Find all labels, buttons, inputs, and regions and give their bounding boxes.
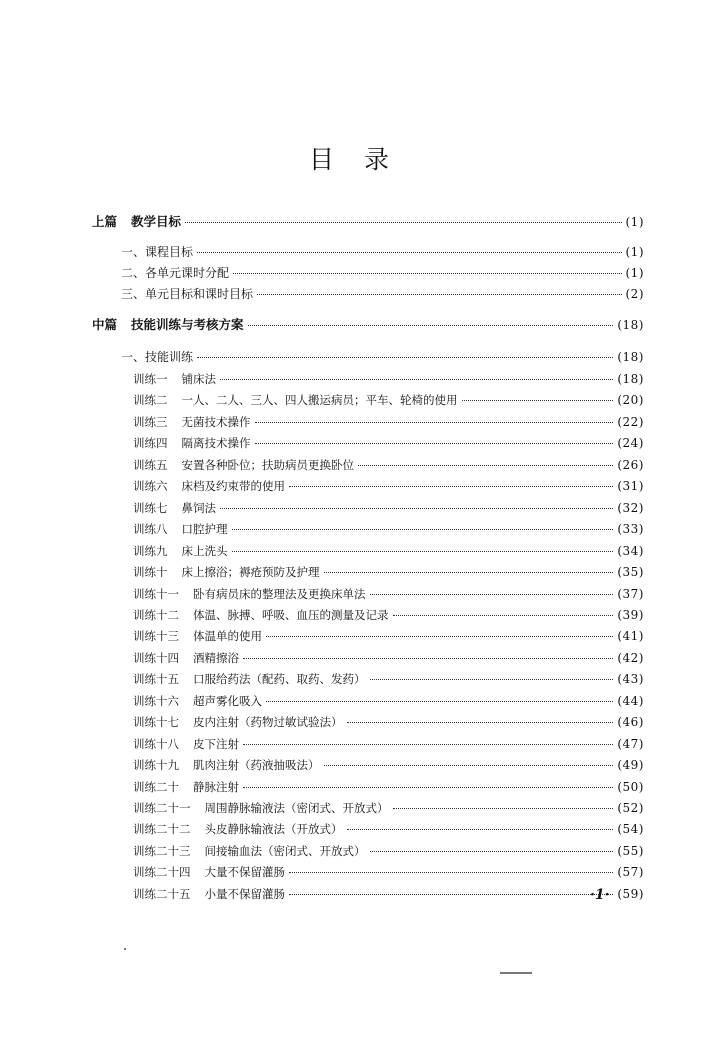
leader-dots [243, 658, 613, 659]
training-item [133, 649, 644, 667]
training-code: 训练八 [133, 522, 168, 537]
training-item [133, 885, 644, 903]
leader-dots [266, 636, 613, 637]
training-code: 训练十四 [133, 650, 179, 665]
training-code: 训练十二 [133, 607, 179, 622]
page-title: 目录 [308, 145, 419, 174]
leader-dots [197, 252, 621, 253]
leader-dots [370, 679, 614, 680]
training-item [133, 842, 644, 860]
training-label: 床档及约束带的使用 [181, 479, 285, 494]
training-item [133, 713, 644, 731]
training-code: 训练十六 [133, 693, 179, 708]
leader-dots [248, 325, 614, 326]
training-code: 训练十八 [133, 736, 179, 751]
scan-speck [500, 972, 532, 974]
training-label: 体温、脉搏、呼吸、血压的测量及记录 [193, 607, 389, 622]
page-number: (1) [625, 266, 644, 280]
training-code: 训练七 [133, 500, 168, 515]
training-label: 超声雾化吸入 [193, 693, 262, 708]
training-code: 训练二十 [133, 779, 179, 794]
training-item [133, 456, 644, 474]
page-number: (18) [617, 350, 644, 364]
leader-dots [289, 486, 613, 487]
training-item [133, 520, 644, 538]
training-code: 训练一 [133, 372, 168, 386]
subsection-label: 一、课程目标 [121, 245, 194, 259]
training-label: 床上洗头 [181, 543, 228, 558]
training-label: 间接输血法（密闭式、开放式） [204, 843, 366, 858]
page-number: (43) [617, 672, 644, 687]
leader-dots [255, 422, 614, 423]
training-item [133, 434, 644, 452]
leader-dots [358, 465, 613, 466]
training-code: 训练二十二 [133, 822, 191, 837]
page-number: (42) [617, 650, 644, 665]
toc-subsection [121, 264, 644, 282]
training-code: 训练十一 [133, 586, 179, 601]
training-item [133, 799, 644, 817]
page-number: (20) [617, 393, 644, 408]
page-number: (55) [617, 843, 644, 858]
training-code: 训练十三 [133, 629, 179, 644]
training-code: 训练五 [133, 457, 168, 472]
subsection-label: 三、单元目标和课时目标 [121, 287, 254, 301]
training-item [133, 670, 644, 688]
training-code: 训练二十五 [133, 886, 191, 901]
section-label: 教学目标 [131, 214, 182, 229]
training-label: 头皮静脉输液法（开放式） [204, 822, 343, 837]
leader-dots [370, 594, 614, 595]
training-label: 周围静脉输液法（密闭式、开放式） [204, 801, 389, 815]
training-label: 皮下注射 [193, 736, 239, 751]
page-number: (34) [617, 543, 644, 558]
training-code: 训练九 [133, 543, 168, 558]
training-code: 训练二十三 [133, 843, 191, 858]
page-number: (24) [617, 436, 644, 451]
leader-dots [232, 551, 614, 552]
page-number: (26) [617, 457, 644, 472]
page-number: (39) [617, 607, 644, 622]
toc-subsection [121, 243, 644, 261]
page-number: (32) [617, 500, 644, 515]
section-label: 技能训练与考核方案 [131, 317, 244, 332]
training-code: 训练十九 [133, 758, 179, 773]
leader-dots [185, 222, 621, 223]
toc-subsection [121, 348, 644, 366]
leader-dots [289, 894, 613, 895]
training-label: 铺床法 [181, 372, 216, 386]
page-number: (18) [617, 318, 644, 332]
leader-dots [232, 529, 614, 530]
leader-dots [255, 443, 614, 444]
leader-dots [324, 765, 614, 766]
training-code: 训练十七 [133, 715, 179, 730]
leader-dots [393, 808, 614, 809]
training-label: 体温单的使用 [193, 629, 262, 644]
training-item [133, 370, 644, 388]
leader-dots [243, 787, 613, 788]
training-code: 训练三 [133, 414, 168, 429]
training-label: 口服给药法（配药、取药、发药） [193, 672, 366, 687]
leader-dots [233, 273, 621, 274]
leader-dots [393, 615, 614, 616]
leader-dots [220, 379, 613, 380]
training-code: 训练二十四 [133, 865, 191, 880]
page-number: (52) [617, 801, 644, 815]
training-item [133, 542, 644, 560]
training-item [133, 585, 644, 603]
page-number: (37) [617, 586, 644, 601]
training-item [133, 778, 644, 796]
page-number: (41) [617, 629, 644, 644]
training-label: 酒精擦浴 [193, 650, 239, 665]
training-label: 皮内注射（药物过敏试验法） [193, 715, 343, 730]
training-item [133, 391, 644, 409]
leader-dots [347, 829, 614, 830]
subsection-label: 一、技能训练 [121, 350, 194, 364]
training-item [133, 692, 644, 710]
training-item [133, 863, 644, 881]
page-number: (18) [617, 372, 644, 386]
training-label: 肌肉注射（药液抽吸法） [193, 758, 320, 773]
toc-subsection [121, 285, 644, 303]
page-number: (31) [617, 479, 644, 494]
training-item [133, 413, 644, 431]
training-label: 无菌技术操作 [181, 414, 251, 429]
leader-dots [243, 744, 613, 745]
training-item [133, 499, 644, 517]
page-number: (49) [617, 758, 644, 773]
page-number: (2) [625, 287, 644, 301]
page-number: (33) [617, 522, 644, 537]
training-label: 小量不保留灌肠 [204, 886, 285, 901]
training-label: 床上擦浴；褥疮预防及护理 [181, 565, 320, 580]
training-code: 训练十五 [133, 672, 179, 687]
training-item [133, 735, 644, 753]
leader-dots [289, 872, 613, 873]
page-number: (54) [617, 822, 644, 837]
leader-dots [257, 294, 621, 295]
leader-dots [347, 722, 614, 723]
page-number: (35) [617, 565, 644, 580]
scan-speck [124, 948, 126, 950]
training-item [133, 606, 644, 624]
training-label: 口腔护理 [181, 522, 228, 537]
subsection-label: 二、各单元课时分配 [121, 266, 230, 280]
page-number: (22) [617, 414, 644, 429]
page-number: (50) [617, 779, 644, 794]
toc-section [92, 316, 644, 334]
leader-dots [324, 572, 614, 573]
section-part: 上篇 [92, 214, 118, 229]
training-item [133, 627, 644, 645]
section-part: 中篇 [92, 317, 118, 332]
page-number: (47) [617, 736, 644, 751]
leader-dots [462, 400, 614, 401]
training-code: 训练六 [133, 479, 168, 494]
training-code: 训练二 [133, 393, 168, 408]
training-code: 训练十 [133, 565, 168, 580]
leader-dots [370, 851, 614, 852]
training-item [133, 756, 644, 774]
training-item [133, 477, 644, 495]
page-number: (46) [617, 715, 644, 730]
training-label: 静脉注射 [193, 779, 239, 794]
page-number: (1) [625, 245, 644, 259]
training-label: 大量不保留灌肠 [204, 865, 285, 880]
leader-dots [220, 508, 613, 509]
training-label: 隔离技术操作 [181, 436, 251, 451]
training-code: 训练二十一 [133, 801, 191, 815]
leader-dots [266, 701, 613, 702]
toc-section [92, 213, 644, 231]
training-label: 一人、二人、三人、四人搬运病员；平车、轮椅的使用 [181, 393, 458, 408]
training-label: 卧有病员床的整理法及更换床单法 [193, 586, 366, 601]
training-item [133, 563, 644, 581]
leader-dots [197, 357, 613, 358]
training-label: 鼻饲法 [181, 500, 216, 515]
training-code: 训练四 [133, 436, 168, 451]
page-folio: ·1· [590, 887, 610, 903]
page-number: (1) [625, 215, 644, 229]
page-number: (57) [617, 865, 644, 880]
training-label: 安置各种卧位；扶助病员更换卧位 [181, 457, 354, 472]
page-number: (44) [617, 693, 644, 708]
training-item [133, 820, 644, 838]
page-number: (59) [617, 886, 644, 901]
